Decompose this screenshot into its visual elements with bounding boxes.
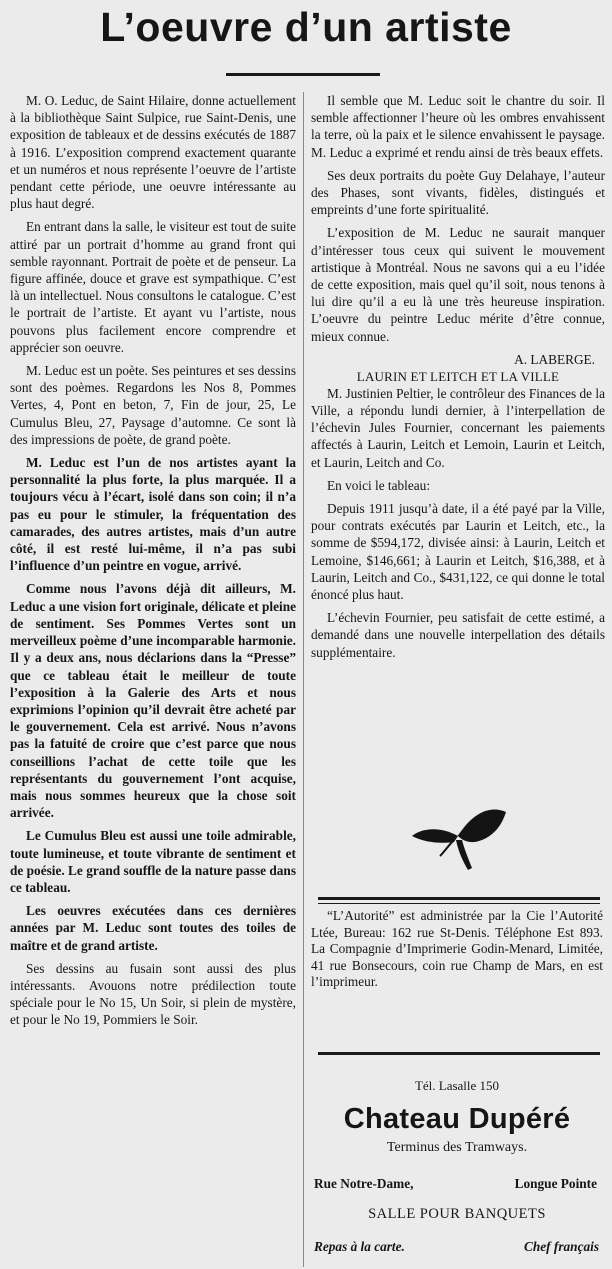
article-paragraph: Les oeuvres exécutées dans ces dernières années par M. Leduc sont toutes des toiles de maître et de grand artiste.	[10, 903, 296, 953]
butterfly-icon	[410, 806, 510, 876]
ad-banquet-hall: SALLE POUR BANQUETS	[368, 1206, 546, 1222]
ad-chef: Chef français	[524, 1239, 599, 1254]
ad-business-name: Chateau Dupéré	[343, 1103, 571, 1135]
author-signature: A. LABERGE.	[514, 351, 595, 367]
section-rule	[318, 1052, 600, 1055]
imprint-text: “L’Autorité” est administrée par la Cie l’Autorité Ltée, Bureau: 162 rue St-Denis. Téléphone Est 893. La Compagnie d’Imprimerie Godin-Menard, Limitée, 41 rue Bonsecours, coin rue Champ de Mars, en est l’imprimeur.	[311, 908, 603, 990]
ad-subtitle: Terminus des Tramways.	[386, 1140, 528, 1155]
ad-telephone: Tél. Lasalle 150	[414, 1078, 500, 1093]
article-paragraph: Ses deux portraits du poète Guy Delahaye, l’auteur des Phases, sont vivants, fidèles, distingués et empreints d’une forte spiritualité.	[311, 167, 605, 218]
section-rule	[318, 897, 600, 900]
ad-address-row	[311, 1175, 603, 1193]
column-divider	[303, 92, 304, 1267]
section-heading: LAURIN ET LEITCH ET LA VILLE	[356, 368, 560, 384]
article-column-right	[311, 92, 605, 667]
headline-rule	[226, 73, 380, 76]
ad-street: Rue Notre-Dame,	[314, 1176, 414, 1191]
article-paragraph: Depuis 1911 jusqu’à date, il a été payé par la Ville, pour contrats exécutés par Laurin et Leitch, etc., la somme de $594,172, divisée ainsi: à Laurin, Leitch et Lemoine, $146,661; à Laurin et Leitch, $16,388, et à Laurin, Leitch and Co., $431,122, ce qui donne le total énoncé plus haut.	[311, 501, 605, 603]
article-paragraph: L’exposition de M. Leduc ne saurait manquer d’intéresser tous ceux qui suivent le mouvement artistique à Montréal. Nous ne savons qui a eu l’idée de cette exposition, mais quel qu’il soit, nous tenons à lui dire qu’il a eu là une très heureuse inspiration. L’oeuvre du peintre Leduc mérite d’être connue, mieux connue.	[311, 225, 605, 344]
section-rule	[318, 903, 600, 904]
imprint-notice	[311, 908, 603, 991]
article-column-left	[10, 92, 296, 1035]
article-paragraph: Ses dessins au fusain sont aussi des plus intéressants. Avouons notre prédilection toute spéciale pour le No 15, Un Soir, si plein de mystère, et pour le No 19, Pommiers le Soir.	[10, 960, 296, 1028]
article-headline: L’oeuvre d’un artiste	[100, 4, 512, 50]
article-paragraph: Le Cumulus Bleu est aussi une toile admirable, toute lumineuse, et toute vibrante de sentiment et de poésie. Le grand souffle de la nature passe dans ce tableau.	[10, 828, 296, 895]
article-paragraph: M. O. Leduc, de Saint Hilaire, donne actuellement à la bibliothèque Saint Sulpice, rue Saint-Denis, une exposition de tableaux et de dessins exécutés de 1887 à 1916. L’exposition comprend exactement quarante et un numéros et nous représente l’oeuvre de l’artiste pendant cette période, une oeuvre intéressante au plus haut degré.	[10, 93, 296, 212]
article-paragraph: Il semble que M. Leduc soit le chantre du soir. Il semble affectionner l’heure où les ombres envahissent la terre, où la paix et le silence envahissent le paysage. M. Leduc a exprimé et rendu ainsi de très beaux effets.	[311, 93, 605, 160]
article-paragraph: En entrant dans la salle, le visiteur est tout de suite attiré par un portrait d’homme au grand front qui semble rayonnant. Portrait de poète et de penseur. La figure affinée, douce et grave est sympathique. C’est là un intellectuel. Nous consultons le catalogue. C’est le portrait de l’artiste. Et ayant vu l’artiste, nous pouvons plus facilement encore comprendre et apprécier son oeuvre.	[10, 219, 296, 355]
article-paragraph: En voici le tableau:	[327, 477, 431, 493]
advertisement	[311, 1078, 603, 1256]
ad-locality: Longue Pointe	[514, 1176, 597, 1191]
article-paragraph: Comme nous l’avons déjà dit ailleurs, M. Leduc a une vision fort originale, délicate et pleine de sentiment. Ses Pommes Vertes sont un merveilleux poème d’une incomparable harmonie. Il y a deux ans, nous déclarions dans la “Presse” que ce tableau était le meilleur de toute l’exposition à la Galerie des Arts et nous exprimions l’opinion qu’il devrait être acheté par le gouvernement. Cela est arrivé. Nous n’avons pas la fatuité de croire que c’est parce que nous conseillions l’achat de cette toile que les représentants du gouvernement l’ont acquise, mais nous sommes heureux que la chose soit arrivée.	[10, 581, 296, 821]
article-paragraph: M. Leduc est l’un de nos artistes ayant la personnalité la plus forte, la plus marquée. Il a toujours vécu à l’écart, isolé dans son coin; il n’a pas eu pour le stimuler, la fréquentation des camarades, des autres artistes, mais d’un autre côté, il est resté lui-même, il n’a pas subi l’influence d’un peintre en vogue, arrivé.	[10, 455, 296, 574]
article-paragraph: M. Leduc est un poète. Ses peintures et ses dessins sont des poèmes. Regardons les Nos 8, Pommes Vertes, 4, Pont en beton, 7, Fin de jour, 25, Le Cumulus Bleu, 27, Paysage d’automne. Ce sont là des impressions de poète, de grand poète.	[10, 363, 296, 447]
ad-footer-row	[311, 1238, 603, 1256]
article-paragraph: M. Justinien Peltier, le contrôleur des Finances de la Ville, a répondu lundi dernier, à l’interpellation de l’échevin Jules Fournier, concernant les paiements affectés à Laurin, Leitch et Lemoin, Laurin et Leitch, et Laurin, Leitch and Co.	[311, 385, 605, 470]
ad-menu: Repas à la carte.	[314, 1239, 405, 1254]
article-paragraph: L’échevin Fournier, peu satisfait de cette estimé, a demandé dans une nouvelle interpellation des détails supplémentaire.	[311, 610, 605, 660]
